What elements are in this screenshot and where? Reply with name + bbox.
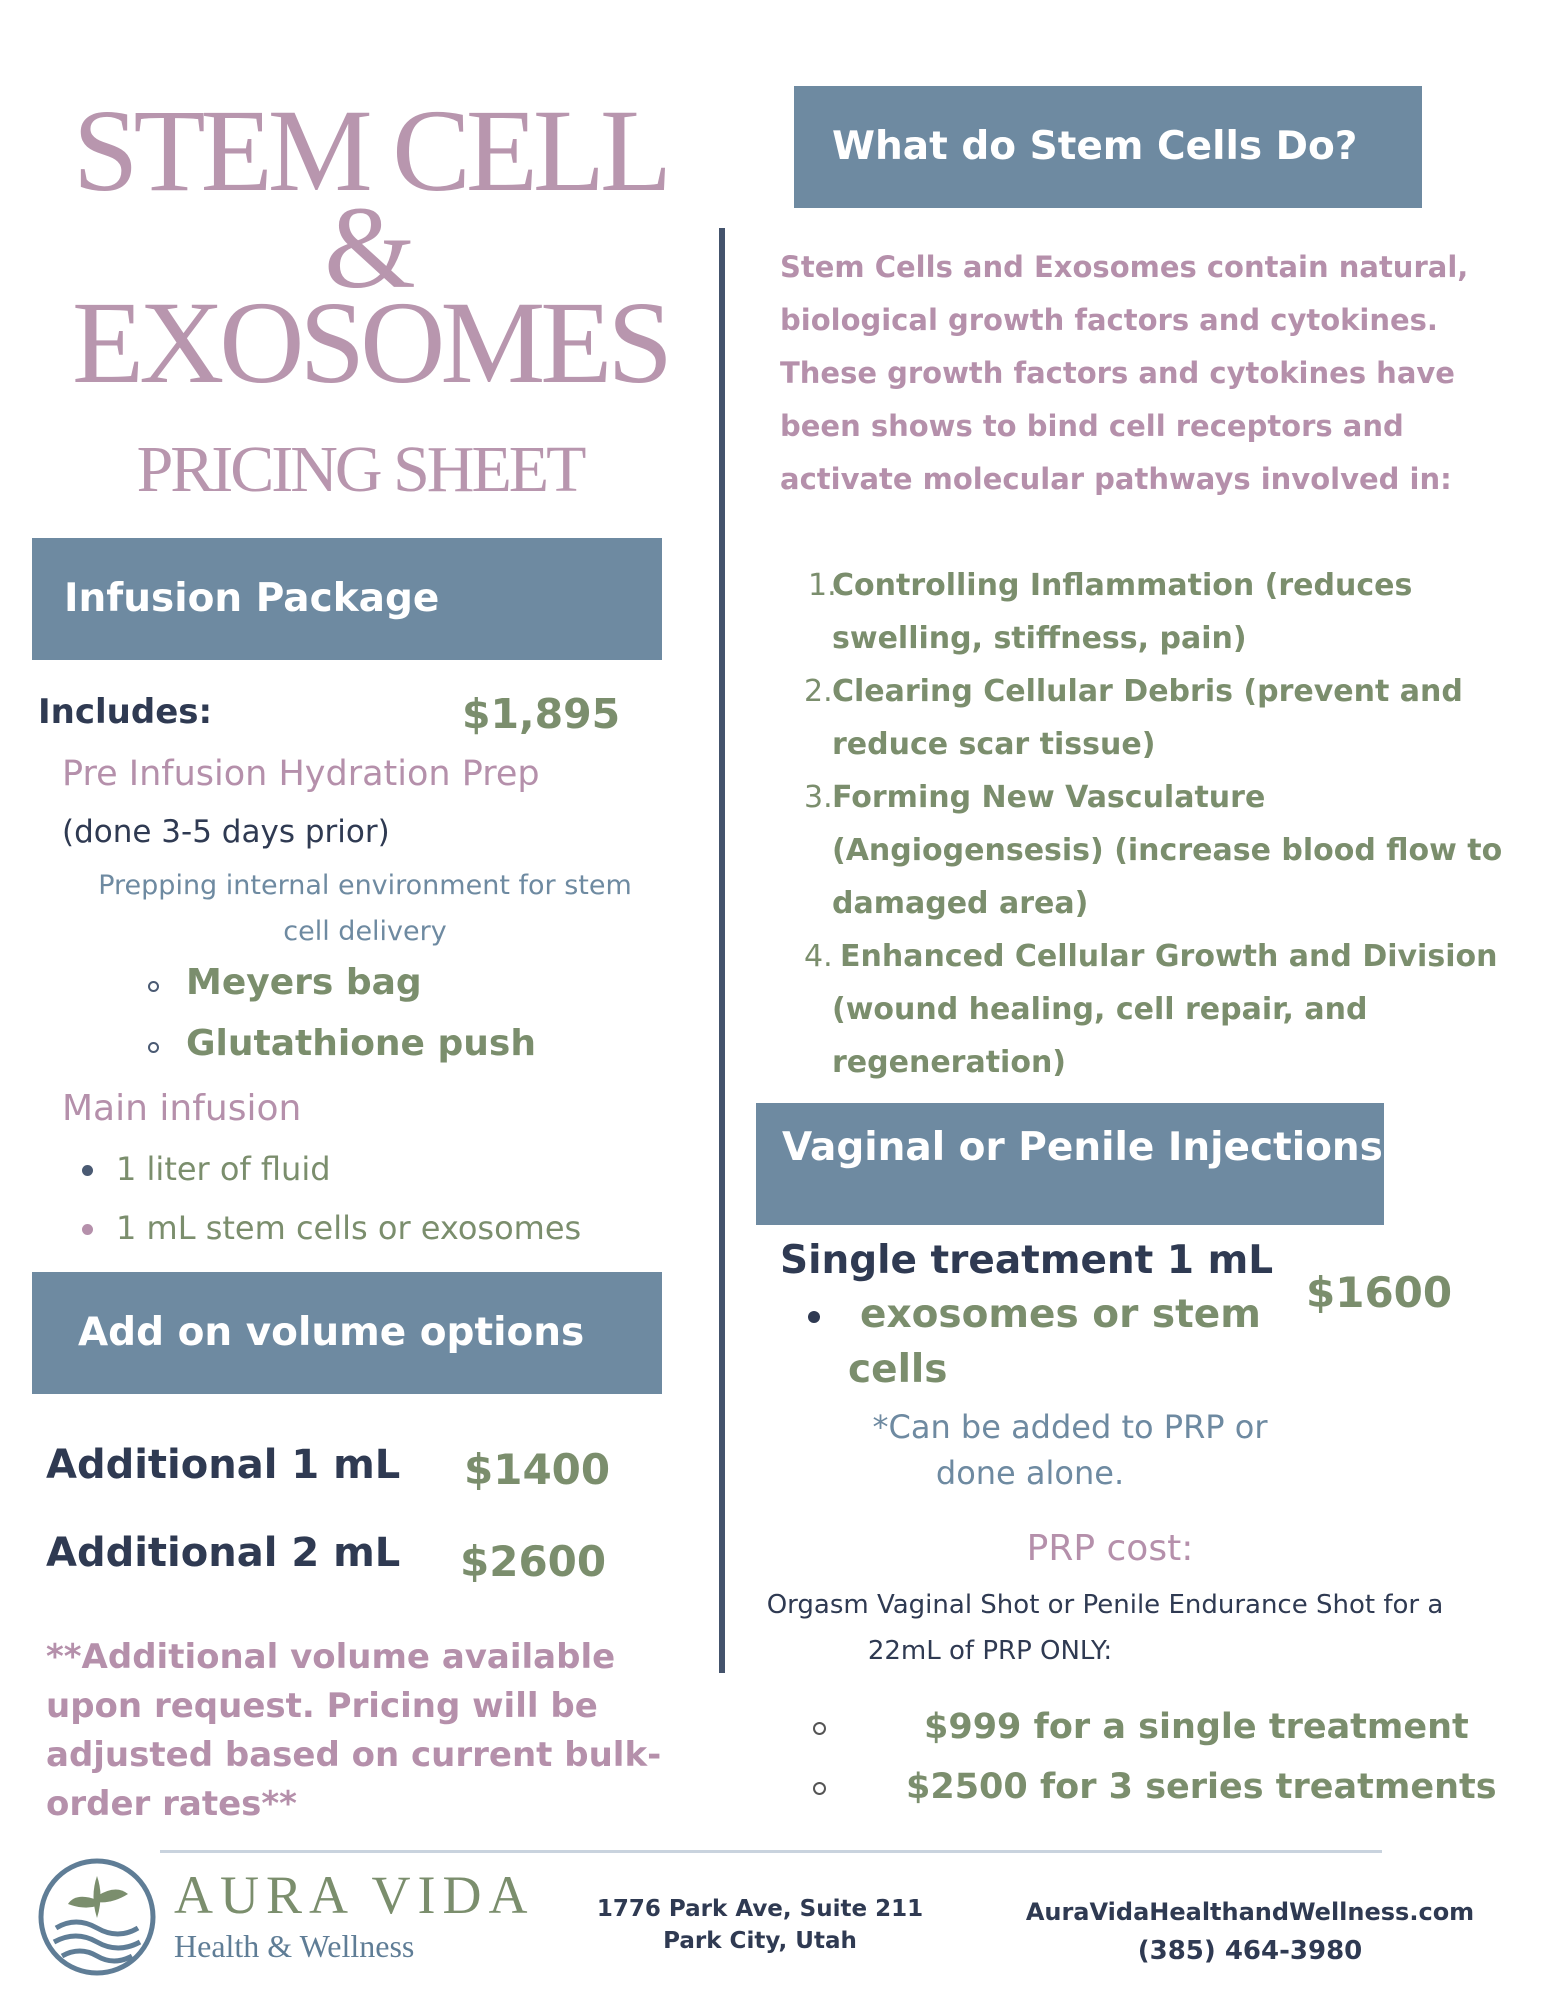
footer-divider — [160, 1850, 1382, 1853]
prep-description-line-2: cell delivery — [283, 916, 447, 947]
addon-note-line: order rates** — [46, 1784, 297, 1824]
dot-bullet-icon — [808, 1311, 820, 1323]
brand-tagline: Health & Wellness — [174, 1928, 415, 1964]
prp-option: $2500 for 3 series treatments — [906, 1767, 1497, 1807]
ring-bullet-icon — [813, 1782, 826, 1795]
addon-price: $1400 — [464, 1445, 611, 1494]
stem-cells-intro-line: activate molecular pathways involved in: — [780, 462, 1452, 496]
injection-note-line-2: done alone. — [935, 1454, 1125, 1492]
list-number: 3. — [804, 780, 833, 815]
prep-item: Glutathione push — [186, 1023, 536, 1064]
ring-bullet-icon — [813, 1722, 826, 1735]
phone-number[interactable]: (385) 464-3980 — [1137, 1936, 1363, 1966]
prep-heading: Pre Infusion Hydration Prep — [62, 754, 540, 794]
list-item-line: reduce scar tissue) — [832, 727, 1156, 762]
list-item-line: Forming New Vasculature — [832, 780, 1266, 815]
injections-heading: Vaginal or Penile Injections — [782, 1125, 1383, 1170]
list-item-line: Clearing Cellular Debris (prevent and — [832, 674, 1463, 709]
add-on-volume-heading: Add on volume options — [78, 1310, 585, 1355]
list-item-line: (Angiogensesis) (increase blood flow to — [832, 833, 1503, 868]
prep-item: Meyers bag — [186, 962, 422, 1003]
prep-description-line-1: Prepping internal environment for stem — [98, 870, 632, 901]
list-item-line: damaged area) — [832, 886, 1089, 921]
website-link[interactable]: AuraVidaHealthandWellness.com — [1025, 1898, 1475, 1926]
infusion-package-heading: Infusion Package — [64, 576, 440, 621]
list-item-line: Controlling Inflammation (reduces — [832, 568, 1413, 603]
injection-bullet-line-2: cells — [848, 1347, 948, 1392]
infusion-package-banner — [32, 538, 662, 660]
brand-name: AURA VIDA — [174, 1865, 535, 1925]
address-line-2: Park City, Utah — [663, 1928, 857, 1954]
prp-cost-heading: PRP cost: — [1026, 1528, 1194, 1569]
list-number: 2. — [804, 674, 833, 709]
addon-note-line: **Additional volume available — [46, 1637, 616, 1677]
dot-bullet-icon — [82, 1224, 93, 1235]
title-line-2: EXOSOMES — [72, 277, 668, 408]
injection-bullet-line-1: exosomes or stem — [860, 1292, 1261, 1337]
list-number: 1. — [808, 568, 837, 603]
ring-bullet-icon — [148, 981, 159, 992]
stem-cells-banner — [794, 86, 1422, 208]
stem-cells-heading: What do Stem Cells Do? — [832, 124, 1358, 169]
single-treatment-label: Single treatment 1 mL — [780, 1238, 1274, 1283]
stem-cells-intro-line: These growth factors and cytokines have — [780, 356, 1455, 390]
aura-vida-logo-icon — [36, 1856, 158, 1978]
prp-description-line-1: Orgasm Vaginal Shot or Penile Endurance Shot for a — [766, 1590, 1444, 1620]
list-number: 4. — [804, 939, 833, 974]
addon-note-line: upon request. Pricing will be — [46, 1686, 598, 1726]
column-divider — [719, 228, 725, 1673]
dot-bullet-icon — [82, 1165, 93, 1176]
addon-label: Additional 2 mL — [46, 1530, 401, 1576]
list-item-line: swelling, stiffness, pain) — [832, 621, 1247, 656]
injection-note-line-1: *Can be added to PRP or — [872, 1408, 1268, 1446]
injections-banner — [756, 1103, 1384, 1225]
prep-timing: (done 3-5 days prior) — [62, 814, 390, 850]
title-line-1: STEM CELL — [72, 85, 668, 216]
addon-label: Additional 1 mL — [46, 1442, 401, 1488]
list-item-line: (wound healing, cell repair, and — [832, 992, 1368, 1027]
main-infusion-heading: Main infusion — [62, 1088, 302, 1129]
main-infusion-item: 1 liter of fluid — [116, 1150, 331, 1188]
main-infusion-item: 1 mL stem cells or exosomes — [116, 1209, 582, 1247]
addon-price: $2600 — [460, 1537, 607, 1586]
addon-note-line: adjusted based on current bulk- — [46, 1735, 662, 1775]
stem-cells-intro-line: biological growth factors and cytokines. — [780, 303, 1438, 337]
page-subtitle: PRICING SHEET — [136, 433, 584, 506]
injection-price: $1600 — [1306, 1268, 1453, 1317]
stem-cells-intro-line: Stem Cells and Exosomes contain natural, — [780, 250, 1469, 284]
add-on-volume-banner — [32, 1272, 662, 1394]
prp-option: $999 for a single treatment — [924, 1707, 1469, 1747]
list-item-line: regeneration) — [832, 1045, 1067, 1080]
address-line-1: 1776 Park Ave, Suite 211 — [596, 1896, 924, 1922]
stem-cells-intro-line: been shows to bind cell receptors and — [780, 409, 1404, 443]
list-item-line: Enhanced Cellular Growth and Division — [840, 939, 1498, 974]
prp-description-line-2: 22mL of PRP ONLY: — [867, 1636, 1113, 1666]
includes-label: Includes: — [38, 692, 213, 732]
ring-bullet-icon — [148, 1042, 159, 1053]
infusion-price: $1,895 — [462, 690, 621, 738]
title-ampersand: & — [324, 182, 416, 313]
